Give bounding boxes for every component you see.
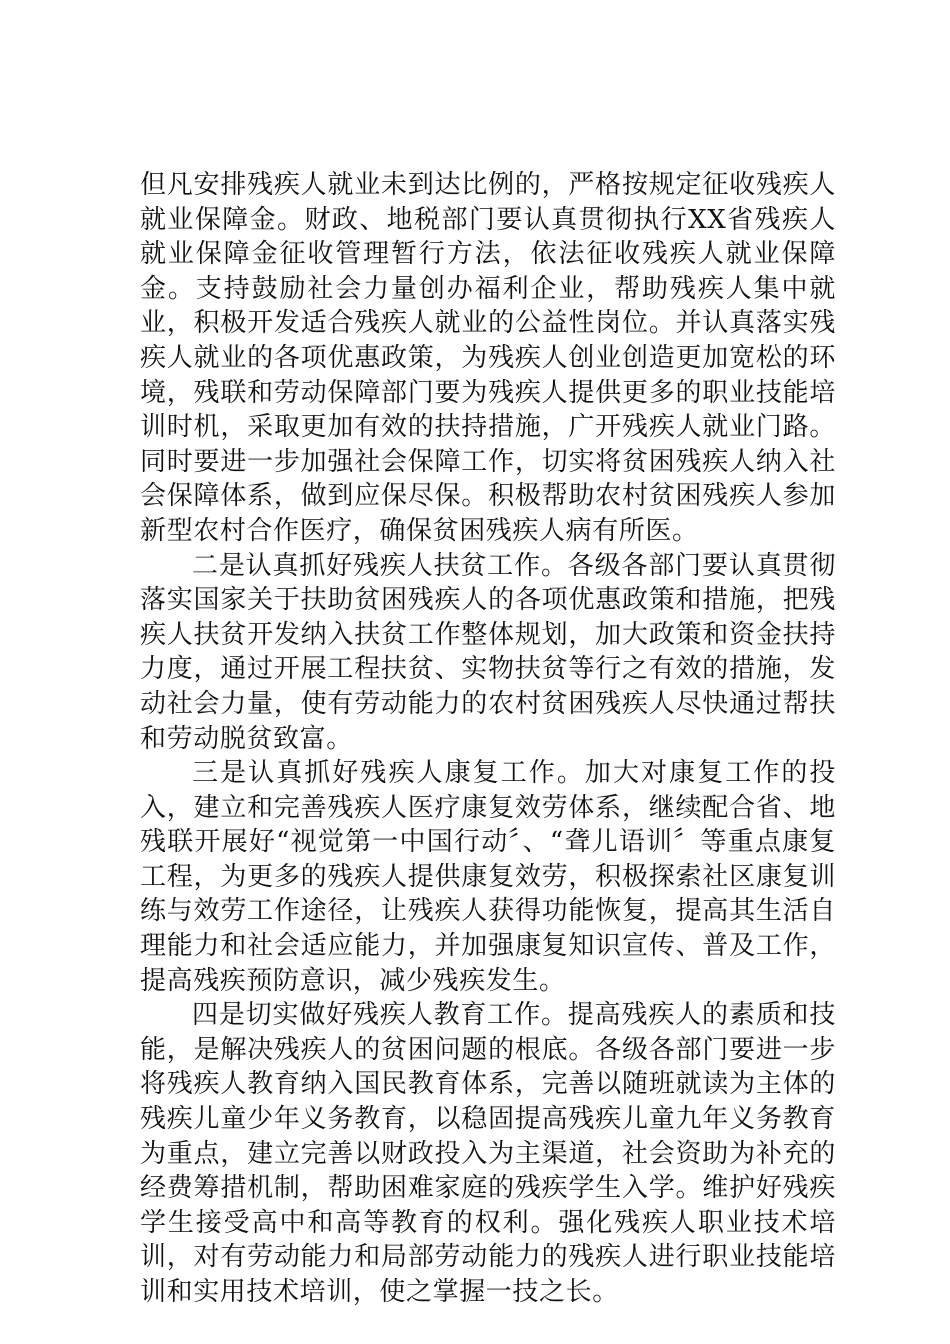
paragraph-education: 四是切实做好残疾人教育工作。提高残疾人的素质和技能，是解决残疾人的贫困问题的根底。各级各部门要进一步将残疾人教育纳入国民教育体系，完善以随班就读为主体的残疾儿童少年义务教育，以稳固提高残疾儿童九年义务教育为重点，建立完善以财政投入为主渠道，社会资助为补充的经费筹措机制，帮助困难家庭的残疾学生入学。维护好残疾学生接受高中和高等教育的权利。强化残疾人职业技术培训，对有劳动能力和局部劳动能力的残疾人进行职业技能培训和实用技术培训，使之掌握一技之长。 <box>140 1000 836 1307</box>
paragraph-rehabilitation: 三是认真抓好残疾人康复工作。加大对康复工作的投入，建立和完善残疾人医疗康复效劳体系，继续配合省、地残联开展好“视觉第一中国行动〞、“聋儿语训〞等重点康复工程，为更多的残疾人提供康复效劳，积极探索社区康复训练与效劳工作途径，让残疾人获得功能恢复，提高其生活自理能力和社会适应能力，并加强康复知识宣传、普及工作，提高残疾预防意识，减少残疾发生。 <box>140 758 836 996</box>
paragraph-employment-security: 但凡安排残疾人就业未到达比例的，严格按规定征收残疾人就业保障金。财政、地税部门要认真贯彻执行XX省残疾人就业保障金征收管理暂行方法，依法征收残疾人就业保障金。支持鼓励社会力量创办福利企业，帮助残疾人集中就业，积极开发适合残疾人就业的公益性岗位。并认真落实残疾人就业的各项优惠政策，为残疾人创业创造更加宽松的环境，残联和劳动保障部门要为残疾人提供更多的职业技能培训时机，采取更加有效的扶持措施，广开残疾人就业门路。同时要进一步加强社会保障工作，切实将贫困残疾人纳入社会保障体系，做到应保尽保。积极帮助农村贫困残疾人参加新型农村合作医疗，确保贫困残疾人病有所医。 <box>140 170 836 546</box>
paragraph-poverty-relief: 二是认真抓好残疾人扶贫工作。各级各部门要认真贯彻落实国家关于扶助贫困残疾人的各项优惠政策和措施，把残疾人扶贫开发纳入扶贫工作整体规划，加大政策和资金扶持力度，通过开展工程扶贫、实物扶贫等行之有效的措施，发动社会力量，使有劳动能力的农村贫困残疾人尽快通过帮扶和劳动脱贫致富。 <box>140 550 836 754</box>
body-text <box>140 168 836 1310</box>
